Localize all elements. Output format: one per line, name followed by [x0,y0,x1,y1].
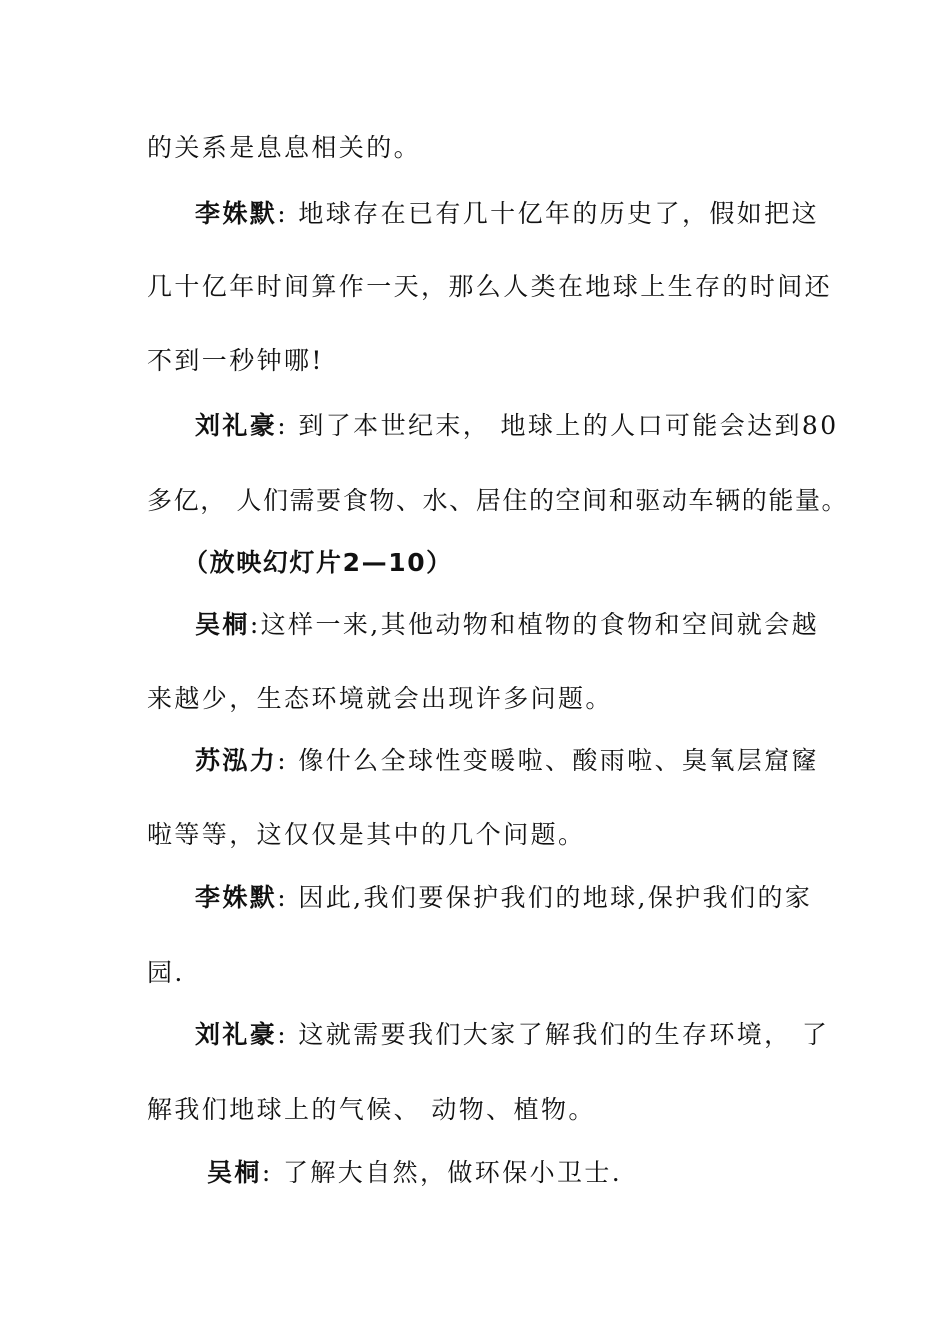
dialogue-line: 吴桐:这样一来,其他动物和植物的食物和空间就会越 [195,610,819,639]
paragraph-line: 园. [147,958,185,987]
speaker-name: 李姝默 [195,883,278,912]
speaker-name: 吴桐 [207,1158,262,1187]
dialogue-line: 刘礼豪: 这就需要我们大家了解我们的生存环境， 了 [195,1020,830,1049]
dialogue-line: 吴桐: 了解大自然，做环保小卫士. [207,1158,623,1187]
paragraph-line: 几十亿年时间算作一天，那么人类在地球上生存的时间还 [147,272,833,301]
dialogue-line: 苏泓力: 像什么全球性变暖啦、酸雨啦、臭氧层窟窿 [195,746,819,775]
dialogue-line: 李姝默: 地球存在已有几十亿年的历史了，假如把这 [195,199,819,228]
stage-direction: （放映幻灯片2—10） [183,548,453,577]
dialogue-line: 刘礼豪: 到了本世纪末， 地球上的人口可能会达到80 [195,411,839,440]
speaker-name: 吴桐 [195,610,250,639]
speaker-name: 李姝默 [195,199,278,228]
paragraph-line: 的关系是息息相关的。 [147,133,422,162]
paragraph-line: 啦等等，这仅仅是其中的几个问题。 [147,820,586,849]
speaker-name: 刘礼豪 [195,1020,278,1049]
paragraph-line: 多亿， 人们需要食物、水、居住的空间和驱动车辆的能量。 [147,486,849,515]
paragraph-line: 不到一秒钟哪! [147,346,324,375]
dialogue-line: 李姝默: 因此,我们要保护我们的地球,保护我们的家 [195,883,813,912]
paragraph-line: 来越少，生态环境就会出现许多问题。 [147,684,613,713]
paragraph-line: 解我们地球上的气候、 动物、植物。 [147,1095,596,1124]
speaker-name: 刘礼豪 [195,411,278,440]
speaker-name: 苏泓力 [195,746,278,775]
